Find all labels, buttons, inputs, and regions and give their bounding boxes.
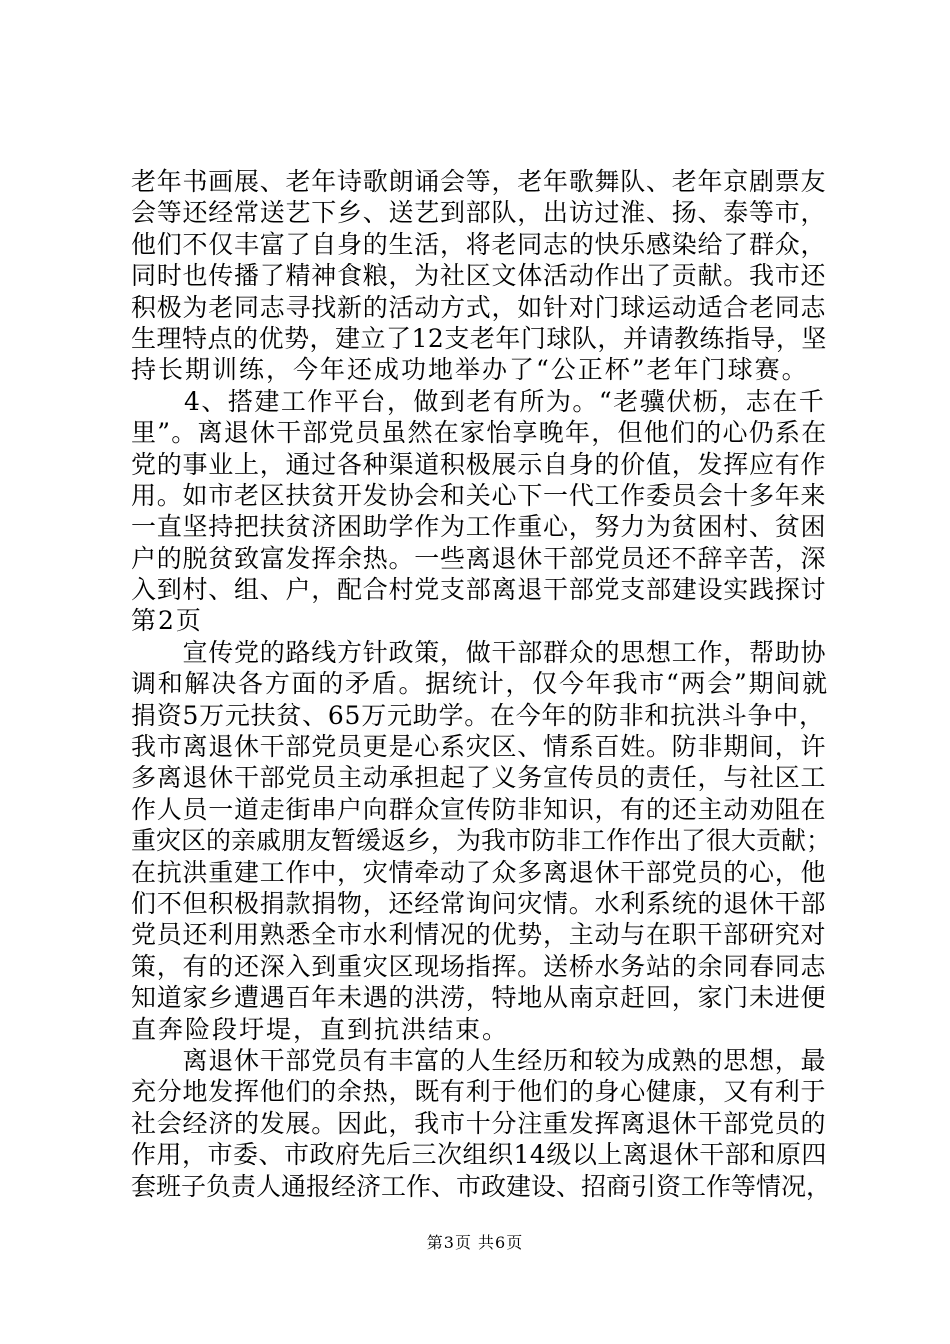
- text-line: 积极为老同志寻找新的活动方式，如针对门球运动适合老同志: [131, 292, 827, 322]
- text-line: 生理特点的优势，建立了12支老年门球队，并请教练指导，坚: [131, 323, 827, 353]
- text-line: 户的脱贫致富发挥余热。一些离退休干部党员还不辞辛苦，深: [131, 543, 827, 573]
- body-text: [131, 166, 831, 1202]
- text-line: 4、搭建工作平台，做到老有所为。“老骥伏枥，志在千: [131, 386, 826, 416]
- text-line: 捐资5万元扶贫、65万元助学。在今年的防非和抗洪斗争中，: [131, 700, 825, 730]
- text-line: 他们不仅丰富了自身的生活，将老同志的快乐感染给了群众，: [131, 229, 827, 259]
- text-line: 宣传党的路线方针政策，做干部群众的思想工作，帮助协: [131, 637, 827, 667]
- text-line: 一直坚持把扶贫济困助学作为工作重心，努力为贫困村、贫困: [131, 512, 827, 542]
- page-footer: [0, 1232, 950, 1254]
- page-number-label: 第3页 共6页: [426, 1233, 524, 1252]
- text-line: 知道家乡遭遇百年未遇的洪涝，特地从南京赶回，家门未进便: [131, 983, 827, 1013]
- text-line: 里”。离退休干部党员虽然在家怡享晚年，但他们的心仍系在: [131, 418, 828, 448]
- text-line: 第2页: [131, 606, 203, 636]
- text-line: 我市离退休干部党员更是心系灾区、情系百姓。防非期间，许: [131, 732, 827, 762]
- text-line: 党的事业上，通过各种渠道积极展示自身的价值，发挥应有作: [131, 449, 827, 479]
- text-line: 作用，市委、市政府先后三次组织14级以上离退休干部和原四: [131, 1140, 827, 1170]
- text-line: 作人员一道走街串户向群众宣传防非知识，有的还主动劝阻在: [131, 794, 827, 824]
- text-line: 调和解决各方面的矛盾。据统计，仅今年我市“两会”期间就: [131, 669, 829, 699]
- text-line: 策，有的还深入到重灾区现场指挥。送桥水务站的余同春同志: [131, 951, 827, 981]
- text-line: 多离退休干部党员主动承担起了义务宣传员的责任，与社区工: [131, 763, 827, 793]
- text-line: 同时也传播了精神食粮，为社区文体活动作出了贡献。我市还: [131, 261, 827, 291]
- text-line: 套班子负责人通报经济工作、市政建设、招商引资工作等情况，: [131, 1171, 832, 1201]
- text-line: 会等还经常送艺下乡、送艺到部队，出访过淮、扬、泰等市，: [131, 198, 827, 228]
- text-line: 用。如市老区扶贫开发协会和关心下一代工作委员会十多年来: [131, 480, 827, 510]
- text-line: 入到村、组、户，配合村党支部离退干部党支部建设实践探讨: [131, 575, 827, 605]
- text-line: 党员还利用熟悉全市水利情况的优势，主动与在职干部研究对: [131, 920, 827, 950]
- text-line: 老年书画展、老年诗歌朗诵会等，老年歌舞队、老年京剧票友: [131, 167, 827, 196]
- text-line: 重灾区的亲戚朋友暂缓返乡，为我市防非工作作出了很大贡献；: [131, 826, 832, 856]
- text-line: 社会经济的发展。因此，我市十分注重发挥离退休干部党员的: [131, 1108, 827, 1138]
- text-line: 直奔险段圩堤，直到抗洪结束。: [131, 1014, 510, 1044]
- text-line: 们不但积极捐款捐物，还经常询问灾情。水利系统的退休干部: [131, 888, 827, 918]
- text-line: 充分地发挥他们的余热，既有利于他们的身心健康，又有利于: [131, 1077, 827, 1107]
- text-line: 离退休干部党员有丰富的人生经历和较为成熟的思想，最: [131, 1045, 827, 1075]
- text-line: 持长期训练，今年还成功地举办了“公正杯”老年门球赛。: [131, 355, 809, 385]
- text-line: 在抗洪重建工作中，灾情牵动了众多离退休干部党员的心，他: [131, 857, 827, 887]
